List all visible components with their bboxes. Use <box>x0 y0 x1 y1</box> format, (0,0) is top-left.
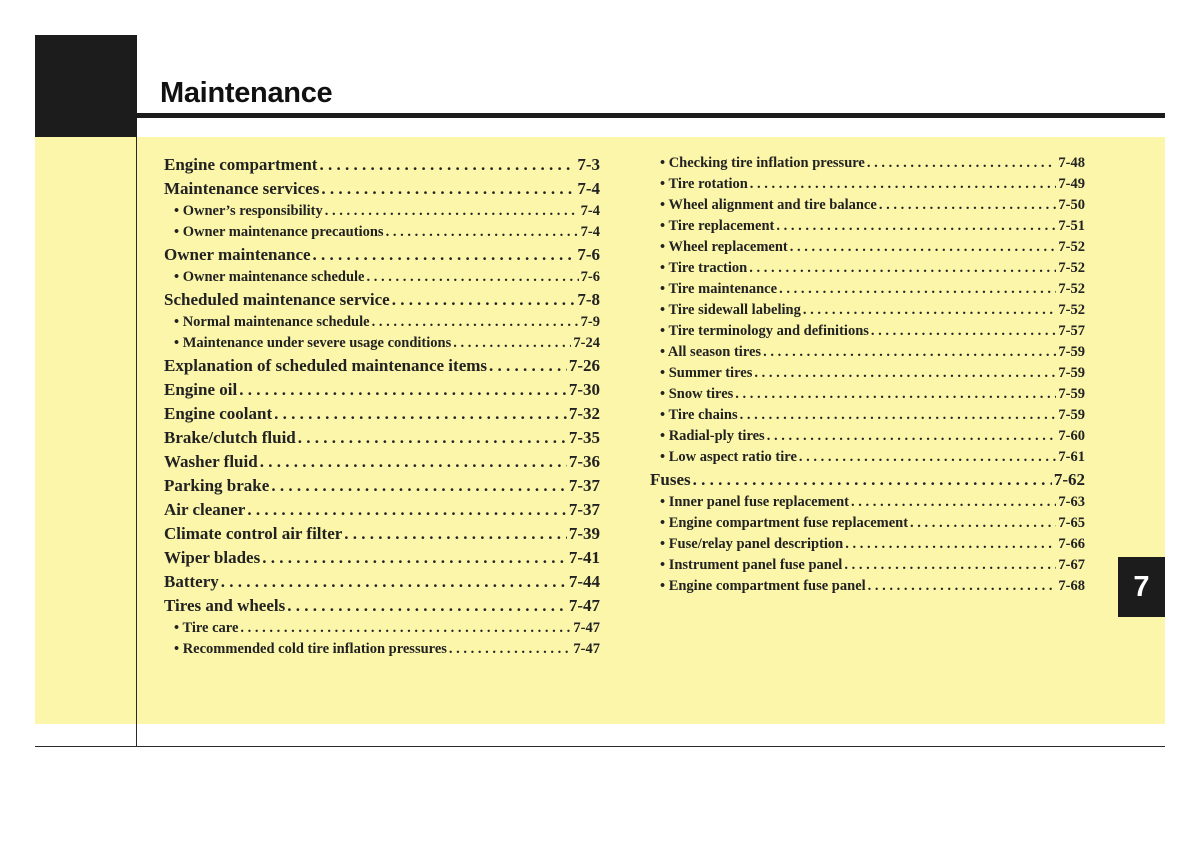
toc-entry[interactable] <box>164 522 600 546</box>
toc-entry-label: • All season tires <box>660 344 762 360</box>
toc-page-number: 7-60 <box>1058 428 1085 444</box>
toc-page-number: 7-52 <box>1058 281 1085 297</box>
toc-entry-label: Engine oil <box>164 380 238 399</box>
toc-page-number: 7-6 <box>577 245 600 264</box>
toc-page-number: 7-47 <box>573 620 600 636</box>
toc-subentry[interactable] <box>650 237 1085 258</box>
toc-entry-label: • Radial-ply tires <box>660 428 765 444</box>
dot-leader <box>776 216 1056 237</box>
toc-entry-label: • Snow tires <box>660 386 734 402</box>
toc-page-number: 7-37 <box>568 476 600 495</box>
toc-entry[interactable] <box>164 243 600 267</box>
dot-leader <box>239 378 567 402</box>
dot-leader <box>844 555 1056 576</box>
toc-page-number: 7-3 <box>577 155 600 174</box>
toc-page-number: 7-36 <box>568 452 600 471</box>
toc-subentry[interactable] <box>650 384 1085 405</box>
dot-leader <box>319 153 575 177</box>
toc-entry-label: • Wheel alignment and tire balance <box>660 197 877 213</box>
toc-entry-label: • Fuse/relay panel description <box>660 536 844 552</box>
toc-page-number: 7-37 <box>568 500 600 519</box>
toc-page-number: 7-6 <box>580 269 600 285</box>
toc-entry[interactable] <box>164 474 600 498</box>
toc-entry-label: Tires and wheels <box>164 596 286 615</box>
dot-leader <box>754 363 1056 384</box>
toc-entry-label: Explanation of scheduled maintenance items <box>164 356 488 375</box>
toc-page-number: 7-61 <box>1058 449 1085 465</box>
toc-entry-label: Wiper blades <box>164 548 261 567</box>
dot-leader <box>803 300 1057 321</box>
toc-subentry[interactable] <box>650 342 1085 363</box>
toc-page-number: 7-68 <box>1058 578 1085 594</box>
toc-entry[interactable] <box>650 468 1085 492</box>
toc-page-number: 7-67 <box>1058 557 1085 573</box>
toc-entry-label: • Maintenance under severe usage conditions <box>174 335 452 351</box>
toc-subentry[interactable] <box>650 576 1085 597</box>
toc-subentry[interactable] <box>650 426 1085 447</box>
chapter-tab[interactable]: 7 <box>1118 557 1165 617</box>
toc-entry-label: Fuses <box>650 470 691 489</box>
toc-subentry[interactable] <box>650 195 1085 216</box>
toc-entry-label: Parking brake <box>164 476 270 495</box>
toc-subentry[interactable] <box>650 555 1085 576</box>
toc-page-number: 7-41 <box>568 548 600 567</box>
page-title: Maintenance <box>160 77 333 109</box>
dot-leader <box>879 195 1057 216</box>
toc-entry[interactable] <box>164 570 600 594</box>
toc-subentry[interactable] <box>650 174 1085 195</box>
toc-entry[interactable] <box>164 450 600 474</box>
toc-entry[interactable] <box>164 177 600 201</box>
dot-leader <box>845 534 1056 555</box>
toc-entry[interactable] <box>164 426 600 450</box>
toc-entry[interactable] <box>164 546 600 570</box>
dot-leader <box>313 243 576 267</box>
dot-leader <box>790 237 1057 258</box>
toc-page-number: 7-47 <box>573 641 600 657</box>
dot-leader <box>740 405 1057 426</box>
dot-leader <box>321 177 575 201</box>
toc-page-number: 7-63 <box>1058 494 1085 510</box>
toc-page-number: 7-35 <box>568 428 600 447</box>
toc-entry-label: • Tire terminology and definitions <box>660 323 869 339</box>
dot-leader <box>693 468 1052 492</box>
toc-subentry[interactable] <box>650 405 1085 426</box>
dot-leader <box>274 402 567 426</box>
dot-leader <box>910 513 1056 534</box>
toc-page-number: 7-49 <box>1058 176 1085 192</box>
margin-line <box>136 137 137 747</box>
dot-leader <box>260 450 567 474</box>
toc-entry[interactable] <box>164 153 600 177</box>
toc-entry-label: • Summer tires <box>660 365 753 381</box>
toc-subentry[interactable] <box>650 279 1085 300</box>
toc-entry-label: Air cleaner <box>164 500 246 519</box>
toc-page-number: 7-48 <box>1058 155 1085 171</box>
toc-subentry[interactable] <box>650 321 1085 342</box>
toc-entry-label: • Owner maintenance schedule <box>174 269 365 285</box>
dot-leader <box>735 384 1056 405</box>
dot-leader <box>262 546 567 570</box>
toc-page-number: 7-39 <box>568 524 600 543</box>
dot-leader <box>344 522 567 546</box>
dot-leader <box>325 201 579 222</box>
toc-entry-label: • Tire chains <box>660 407 738 423</box>
dot-leader <box>799 447 1057 468</box>
toc-entry[interactable] <box>164 498 600 522</box>
dot-leader <box>763 342 1056 363</box>
toc-subentry[interactable] <box>650 363 1085 384</box>
toc-entry[interactable] <box>164 378 600 402</box>
toc-subentry[interactable] <box>650 447 1085 468</box>
toc-entry-label: • Wheel replacement <box>660 239 788 255</box>
title-rule <box>137 113 1165 118</box>
toc-subentry[interactable] <box>650 492 1085 513</box>
toc-subentry[interactable] <box>164 267 600 288</box>
toc-subentry[interactable] <box>650 216 1085 237</box>
toc-page-number: 7-4 <box>580 224 600 240</box>
toc-subentry[interactable] <box>164 333 600 354</box>
dot-leader <box>298 426 567 450</box>
toc-page-number: 7-32 <box>568 404 600 423</box>
toc-page-number: 7-62 <box>1053 470 1085 489</box>
dot-leader <box>489 354 567 378</box>
toc-subentry[interactable] <box>164 618 600 639</box>
toc-page-number: 7-44 <box>568 572 600 591</box>
toc-entry-label: Climate control air filter <box>164 524 343 543</box>
toc-page-number: 7-30 <box>568 380 600 399</box>
toc-entry-label: • Tire maintenance <box>660 281 778 297</box>
toc-page-number: 7-24 <box>573 335 600 351</box>
toc-entry-label: • Checking tire inflation pressure <box>660 155 865 171</box>
dot-leader <box>392 288 576 312</box>
toc-entry-label: • Tire sidewall labeling <box>660 302 801 318</box>
header-black-block <box>35 35 137 137</box>
dot-leader <box>449 639 571 660</box>
toc-page-number: 7-26 <box>568 356 600 375</box>
toc-page-number: 7-4 <box>577 179 600 198</box>
toc-page-number: 7-47 <box>568 596 600 615</box>
toc-page-number: 7-51 <box>1058 218 1085 234</box>
toc-subentry[interactable] <box>164 312 600 333</box>
toc-entry-label: Washer fluid <box>164 452 258 471</box>
toc-right-column <box>650 153 1085 597</box>
dot-leader <box>867 153 1057 174</box>
toc-entry-label: Engine coolant <box>164 404 273 423</box>
toc-entry-label: • Owner maintenance precautions <box>174 224 384 240</box>
dot-leader <box>779 279 1056 300</box>
dot-leader <box>851 492 1056 513</box>
toc-entry-label: • Tire rotation <box>660 176 748 192</box>
toc-page-number: 7-57 <box>1058 323 1085 339</box>
dot-leader <box>871 321 1057 342</box>
toc-entry-label: • Instrument panel fuse panel <box>660 557 843 573</box>
dot-leader <box>767 426 1057 447</box>
toc-subentry[interactable] <box>650 513 1085 534</box>
toc-entry[interactable] <box>164 402 600 426</box>
toc-subentry[interactable] <box>164 222 600 243</box>
toc-entry-label: • Normal maintenance schedule <box>174 314 370 330</box>
toc-subentry[interactable] <box>650 300 1085 321</box>
toc-subentry[interactable] <box>650 258 1085 279</box>
dot-leader <box>749 258 1056 279</box>
toc-subentry[interactable] <box>650 534 1085 555</box>
dot-leader <box>240 618 571 639</box>
toc-entry[interactable] <box>164 288 600 312</box>
toc-page-number: 7-9 <box>580 314 600 330</box>
toc-entry-label: Scheduled maintenance service <box>164 290 390 309</box>
toc-page-number: 7-52 <box>1058 239 1085 255</box>
dot-leader <box>247 498 566 522</box>
toc-entry-label: Maintenance services <box>164 179 320 198</box>
toc-entry[interactable] <box>164 594 600 618</box>
dot-leader <box>453 333 571 354</box>
toc-page-number: 7-52 <box>1058 302 1085 318</box>
toc-entry-label: • Tire traction <box>660 260 748 276</box>
toc-page-number: 7-66 <box>1058 536 1085 552</box>
toc-entry-label: • Low aspect ratio tire <box>660 449 797 465</box>
toc-left-column <box>164 153 600 660</box>
toc-subentry[interactable] <box>164 639 600 660</box>
dot-leader <box>366 267 578 288</box>
dot-leader <box>386 222 579 243</box>
dot-leader <box>271 474 567 498</box>
dot-leader <box>287 594 567 618</box>
toc-page-number: 7-59 <box>1058 344 1085 360</box>
dot-leader <box>868 576 1057 597</box>
toc-page-number: 7-59 <box>1058 386 1085 402</box>
toc-subentry[interactable] <box>650 153 1085 174</box>
toc-page-number: 7-59 <box>1058 365 1085 381</box>
toc-entry-label: Engine compartment <box>164 155 318 174</box>
toc-entry-label: Battery <box>164 572 219 591</box>
toc-subentry[interactable] <box>164 201 600 222</box>
toc-entry-label: • Tire replacement <box>660 218 775 234</box>
toc-page-number: 7-50 <box>1058 197 1085 213</box>
toc-page-number: 7-59 <box>1058 407 1085 423</box>
toc-page-number: 7-4 <box>580 203 600 219</box>
toc-entry[interactable] <box>164 354 600 378</box>
dot-leader <box>750 174 1057 195</box>
toc-entry-label: • Engine compartment fuse panel <box>660 578 866 594</box>
toc-entry-label: • Engine compartment fuse replacement <box>660 515 909 531</box>
dot-leader <box>372 312 579 333</box>
toc-entry-label: • Owner’s responsibility <box>174 203 323 219</box>
toc-entry-label: Brake/clutch fluid <box>164 428 296 447</box>
toc-entry-label: • Tire care <box>174 620 239 636</box>
toc-page-number: 7-65 <box>1058 515 1085 531</box>
toc-page-number: 7-8 <box>577 290 600 309</box>
toc-page-number: 7-52 <box>1058 260 1085 276</box>
toc-entry-label: • Recommended cold tire inflation pressures <box>174 641 447 657</box>
toc-entry-label: • Inner panel fuse replacement <box>660 494 850 510</box>
bottom-rule <box>35 746 1165 747</box>
toc-entry-label: Owner maintenance <box>164 245 311 264</box>
dot-leader <box>221 570 567 594</box>
